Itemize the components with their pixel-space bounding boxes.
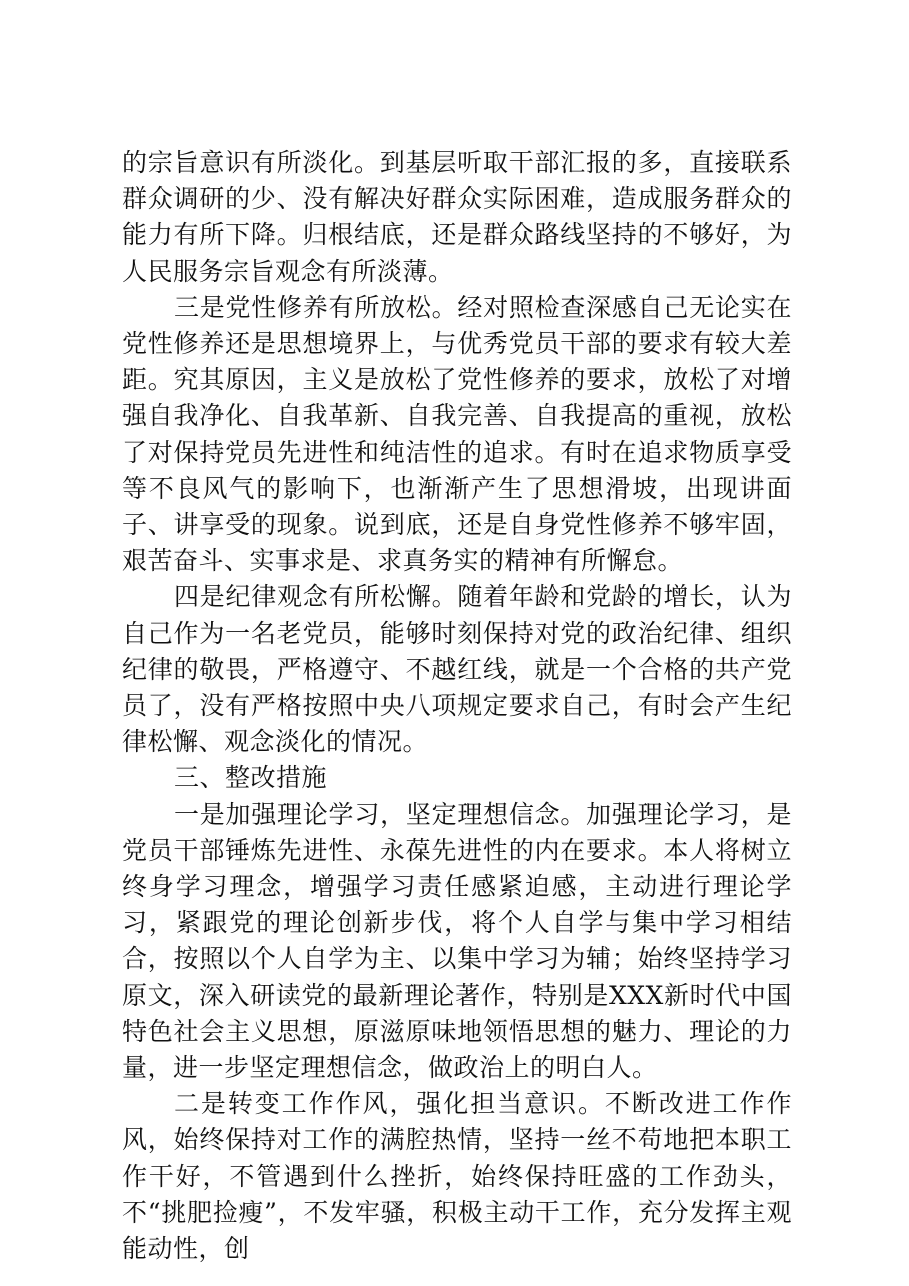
paragraph-party-spirit: 三是党性修养有所放松。经对照检查深感自己无论实在党性修养还是思想境界上，与优秀党员干部的要求有较大差距。究其原因，主义是放松了党性修养的要求，放松了对增强自我净化、自我革新、自我完善、自我提高的重视，放松了对保持党员先进性和纯洁性的追求。有时在追求物质享受等不良风气的影响下，也渐渐产生了思想滑坡，出现讲面子、讲享受的现象。说到底，还是自身党性修养不够牢固，艰苦奋斗、实事求是、求真务实的精神有所懈怠。 bbox=[122, 292, 792, 576]
document-body bbox=[122, 145, 792, 1267]
section-heading-rectification: 三、整改措施 bbox=[174, 763, 328, 793]
paragraph-purpose-awareness: 的宗旨意识有所淡化。到基层听取干部汇报的多，直接联系群众调研的少、没有解决好群众实际困难，造成服务群众的能力有所下降。归根结底，还是群众路线坚持的不够好，为人民服务宗旨观念有所淡薄。 bbox=[122, 148, 792, 286]
paragraph-discipline: 四是纪律观念有所松懈。随着年龄和党龄的增长，认为自己作为一名老党员，能够时刻保持对党的政治纪律、组织纪律的敬畏，严格遵守、不越红线，就是一个合格的共产党员了，没有严格按照中央八项规定要求自己，有时会产生纪律松懈、观念淡化的情况。 bbox=[122, 582, 792, 757]
paragraph-measure-work-style: 二是转变工作作风，强化担当意识。不断改进工作作风，始终保持对工作的满腔热情，坚持一丝不苟地把本职工作干好，不管遇到什么挫折，始终保持旺盛的工作劲头，不“挑肥捡瘦”，不发牢骚，积极主动干工作，充分发挥主观能动性，创 bbox=[122, 1089, 792, 1264]
paragraph-measure-theory-study: 一是加强理论学习，坚定理想信念。加强理论学习，是党员干部锤炼先进性、永葆先进性的内在要求。本人将树立终身学习理念，增强学习责任感紧迫感，主动进行理论学习，紧跟党的理论创新步伐，将个人自学与集中学习相结合，按照以个人自学为主、以集中学习为辅；始终坚持学习原文，深入研读党的最新理论著作，特别是XXX新时代中国特色社会主义思想，原滋原味地领悟思想的魅力、理论的力量，进一步坚定理想信念，做政治上的明白人。 bbox=[122, 799, 792, 1083]
